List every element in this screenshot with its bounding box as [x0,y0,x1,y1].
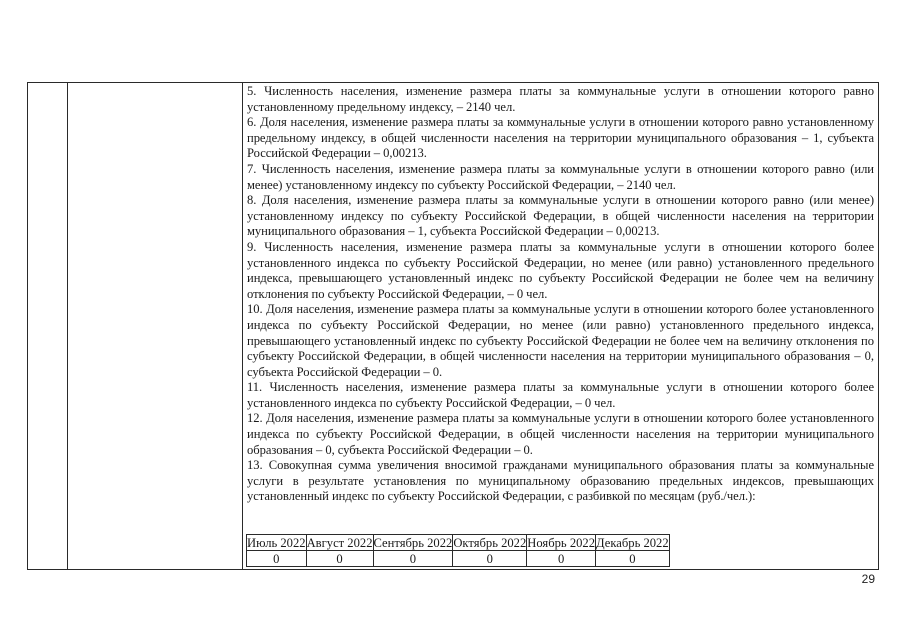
month-value: 0 [596,551,670,567]
paragraph-11: 11. Численность населения, изменение размера платы за коммунальные услуги в отношении которого более установленного индекса по субъекту Российской Федерации, – 0 чел. [247,380,874,410]
paragraph-9: 9. Численность населения, изменение размера платы за коммунальные услуги в отношении которого более установленного индекса по субъекту Российской Федерации, но менее (или равно) установленного предельного индекса, превышающего установленный индекс по субъекту Российской Федерации не более чем на величину отклонения по субъекту Российской Федерации, – 0 чел. [247,239,874,301]
month-value: 0 [247,551,307,567]
month-header: Ноябрь 2022 [527,535,596,550]
month-value: 0 [527,551,596,567]
paragraph-13: 13. Совокупная сумма увеличения вносимой гражданами муниципального образования платы за коммунальные услуги в результате установления по муниципальному образованию предельных индексов, превышающих установленный индекс по субъекту Российской Федерации, с разбивкой по месяцам (руб./чел.): [247,458,874,504]
month-header: Сентябрь 2022 [373,535,453,550]
month-header: Октябрь 2022 [453,535,527,550]
paragraph-5: 5. Численность населения, изменение размера платы за коммунальные услуги в отношении которого равно установленному предельному индексу, – 2140 чел. [247,84,874,114]
paragraph-7: 7. Численность населения, изменение размера платы за коммунальные услуги в отношении которого равно (или менее) установленному индексу по субъекту Российской Федерации, – 2140 чел. [247,161,874,192]
paragraph-6: 6. Доля населения, изменение размера платы за коммунальные услуги в отношении которого равно установленному предельному индексу, в общей численности населения на территории муниципального образования – 1, субъекта Российской Федерации – 0,00213. [247,115,874,161]
month-value: 0 [306,551,373,567]
table-column-number [28,83,68,569]
document-table [27,82,879,570]
month-value: 0 [373,551,453,567]
month-value: 0 [453,551,527,567]
table-column-content [243,83,878,569]
table-column-name [68,83,243,569]
month-header: Декабрь 2022 [596,535,669,550]
paragraph-12: 12. Доля населения, изменение размера платы за коммунальные услуги в отношении которого более установленного индекса по субъекту Российской Федерации, в общей численности населения на территории муниципального образования – 0, субъекта Российской Федерации – 0. [247,411,874,457]
monthly-amount-table [246,534,670,567]
page-number: 29 [861,572,875,586]
paragraph-10: 10. Доля населения, изменение размера платы за коммунальные услуги в отношении которого более установленного индекса по субъекту Российской Федерации, но менее (или равно) установленного предельного индекса, превышающего установленный индекс по субъекту Российской Федерации не более чем на величину отклонения по субъекту Российской Федерации, в общей численности населения на территории муниципального образования – 0, субъекта Российской Федерации – 0. [247,302,874,379]
paragraph-8: 8. Доля населения, изменение размера платы за коммунальные услуги в отношении которого равно (или менее) установленному индексу по субъекту Российской Федерации, в общей численности населения на территории муниципального образования – 1, субъекта Российской Федерации – 0,00213. [247,193,874,239]
month-header: Июль 2022 [247,535,306,550]
months-value-row [247,551,670,567]
month-header: Август 2022 [306,535,373,550]
months-header-row [247,535,670,551]
